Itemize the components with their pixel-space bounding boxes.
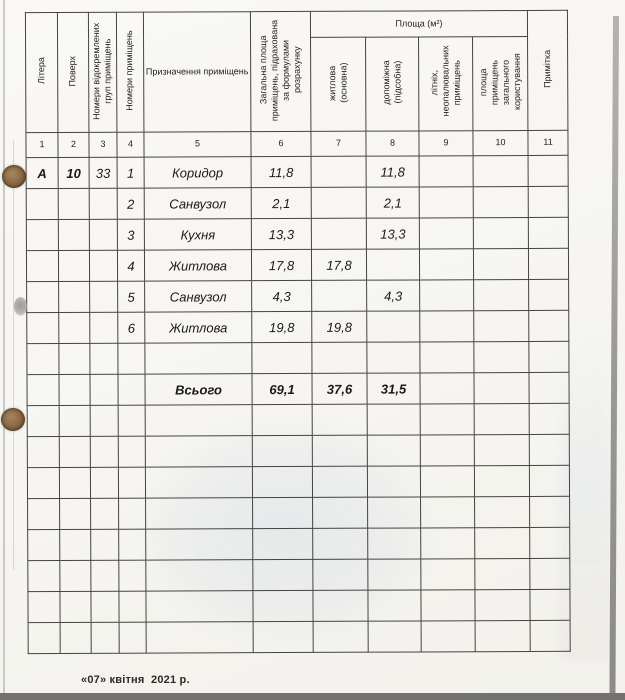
cell [529, 372, 569, 403]
cell [90, 281, 118, 312]
cell [475, 527, 530, 558]
col-number: 10 [473, 130, 528, 155]
cell [475, 558, 530, 589]
header-zagalnogo [473, 36, 528, 130]
cell: 2 [117, 188, 144, 219]
header-zhytlova-label: житлова (основна) [326, 62, 349, 103]
cell [59, 405, 90, 436]
cell: 19,8 [252, 311, 312, 342]
cell: 2,1 [366, 187, 419, 218]
table-body [26, 155, 570, 653]
area-table [25, 10, 571, 654]
cell [27, 313, 59, 344]
cell [118, 374, 145, 405]
page-left-edge [3, 0, 5, 700]
table-row [27, 279, 569, 312]
header-row-numbers [26, 130, 568, 157]
cell [91, 529, 119, 560]
cell [118, 343, 145, 374]
cell [420, 466, 474, 497]
cell [368, 590, 421, 621]
cell [529, 341, 569, 372]
cell [528, 155, 568, 186]
cell [60, 498, 91, 529]
cell [473, 155, 528, 186]
cell [419, 156, 473, 187]
cell: 33 [89, 157, 117, 188]
col-number: 9 [419, 131, 473, 156]
cell [312, 435, 367, 466]
cell [118, 436, 145, 467]
cell [146, 591, 253, 622]
cell [311, 156, 366, 187]
cell [421, 528, 475, 559]
cell [474, 465, 529, 496]
table-row [28, 558, 570, 591]
cell [420, 435, 474, 466]
cell [474, 372, 529, 403]
cell [119, 529, 146, 560]
cell: 1 [117, 157, 144, 188]
cell [119, 560, 146, 591]
cell [28, 499, 60, 530]
cell [421, 621, 475, 652]
cell [59, 343, 90, 374]
cell [59, 312, 90, 343]
cell [60, 560, 91, 591]
cell [91, 591, 119, 622]
cell [530, 589, 570, 620]
cell [475, 589, 530, 620]
cell [145, 467, 252, 498]
cell [27, 468, 59, 499]
cell [90, 436, 118, 467]
header-prymitka [527, 10, 568, 130]
cell [367, 404, 420, 435]
cell: 11,8 [366, 156, 419, 187]
binder-mark-middle [14, 297, 27, 316]
cell [420, 342, 474, 373]
cell [529, 310, 569, 341]
cell [90, 405, 118, 436]
header-dopomizhna [366, 37, 419, 131]
header-room-numbers [116, 12, 144, 132]
cell [27, 375, 59, 406]
cell [473, 248, 528, 279]
header-prymitka-label: Примітка [542, 49, 553, 88]
cell [252, 404, 312, 435]
cell: 3 [117, 219, 144, 250]
cell [145, 436, 252, 467]
col-number: 11 [528, 130, 568, 155]
cell [27, 344, 59, 375]
cell [311, 218, 366, 249]
cell [90, 467, 118, 498]
page-right-edge [609, 16, 619, 700]
table-row [28, 496, 570, 529]
cell [420, 280, 474, 311]
cell: 4,3 [252, 280, 312, 311]
table-row [27, 403, 569, 436]
header-total-area [250, 11, 311, 131]
cell [312, 466, 367, 497]
cell [313, 621, 368, 652]
cell: 19,8 [312, 311, 367, 342]
cell [89, 250, 117, 281]
cell [118, 405, 145, 436]
cell [90, 343, 118, 374]
cell [253, 621, 313, 652]
cell [528, 217, 568, 248]
col-number: 2 [58, 132, 89, 157]
cell [58, 219, 89, 250]
header-litnikh [419, 37, 473, 131]
cell [90, 312, 118, 343]
table-row [27, 341, 569, 374]
header-litera-label: Літера [35, 57, 47, 85]
cell [474, 434, 529, 465]
cell [313, 497, 368, 528]
header-poverh-label: Поверх [67, 55, 78, 87]
cell: 11,8 [251, 156, 311, 187]
page-fold-line [13, 140, 14, 570]
cell [368, 559, 421, 590]
table-row [27, 310, 569, 343]
cell [368, 497, 421, 528]
table-row [28, 589, 570, 622]
cell [312, 404, 367, 435]
cell [367, 311, 420, 342]
cell: Житлова [144, 250, 251, 281]
header-purpose-label: Призначення приміщень [145, 66, 249, 77]
cell [530, 527, 570, 558]
cell [59, 436, 90, 467]
cell [146, 529, 253, 560]
cell [90, 374, 118, 405]
header-total-area-label: Загальна площа приміщень, підрахована за формулами розрахунку [258, 19, 303, 121]
cell [146, 622, 253, 653]
col-number: 3 [89, 132, 117, 157]
cell [421, 590, 475, 621]
cell: Всього [145, 374, 252, 405]
cell [89, 188, 117, 219]
table-row [28, 527, 570, 560]
cell [419, 187, 473, 218]
table-row [27, 465, 569, 498]
cell [312, 342, 367, 373]
table-row [26, 217, 568, 250]
col-number: 1 [26, 133, 58, 158]
table-row [26, 186, 568, 219]
header-row-top [25, 10, 567, 38]
cell: 2,1 [251, 187, 311, 218]
cell [59, 374, 90, 405]
cell: Житлова [145, 312, 252, 343]
cell [26, 220, 58, 251]
cell [27, 437, 59, 468]
table-row [27, 434, 569, 467]
cell [420, 373, 474, 404]
cell [313, 528, 368, 559]
header-area-group: Площа (м²) [310, 10, 527, 37]
cell [91, 498, 119, 529]
cell: 13,3 [251, 218, 311, 249]
binder-hole-bottom [1, 408, 25, 431]
cell [313, 590, 368, 621]
cell [419, 218, 473, 249]
cell [473, 186, 528, 217]
cell [119, 622, 146, 653]
cell [146, 498, 253, 529]
header-poverh [57, 12, 89, 132]
header-zagalnogo-label: площа приміщень загального користування [477, 53, 522, 111]
cell [529, 279, 569, 310]
cell [312, 280, 367, 311]
cell [59, 281, 90, 312]
table-row [26, 155, 568, 188]
cell [26, 251, 58, 282]
cell: 4,3 [367, 280, 420, 311]
cell [146, 560, 253, 591]
cell [420, 404, 474, 435]
cell [60, 591, 91, 622]
cell [118, 467, 145, 498]
cell [368, 621, 421, 652]
cell [145, 405, 252, 436]
cell [59, 467, 90, 498]
cell [420, 311, 474, 342]
cell: 17,8 [251, 249, 311, 280]
cell: 69,1 [252, 373, 312, 404]
cell [28, 623, 60, 654]
cell [91, 622, 119, 653]
cell [253, 559, 313, 590]
cell: 13,3 [366, 218, 419, 249]
cell [28, 530, 60, 561]
cell: 4 [117, 250, 144, 281]
cell [529, 434, 569, 465]
header-group-numbers [88, 12, 117, 132]
col-number: 7 [311, 131, 366, 156]
cell [89, 219, 117, 250]
cell [58, 188, 89, 219]
cell: Коридор [144, 157, 251, 188]
table-row [28, 620, 570, 653]
cell [27, 406, 59, 437]
cell: 5 [118, 281, 145, 312]
cell [313, 559, 368, 590]
cell [367, 466, 420, 497]
cell [475, 620, 530, 651]
cell [119, 591, 146, 622]
page-bottom-edge [0, 693, 625, 700]
header-room-numbers-label: Номери приміщень [124, 30, 135, 111]
cell [421, 559, 475, 590]
cell: А [26, 158, 58, 189]
header-litera [25, 13, 58, 133]
cell: 37,6 [312, 373, 367, 404]
footer-date: «07» квітня 2021 р. [81, 674, 190, 686]
cell [367, 435, 420, 466]
cell: Санвузол [144, 188, 251, 219]
col-number: 5 [144, 132, 251, 157]
cell [474, 403, 529, 434]
cell: 31,5 [367, 373, 420, 404]
cell [145, 343, 252, 374]
binder-hole-top [2, 165, 26, 188]
cell [474, 279, 529, 310]
cell [27, 282, 59, 313]
cell [474, 341, 529, 372]
cell: 6 [118, 312, 145, 343]
table-row [27, 372, 569, 405]
col-number: 6 [251, 131, 311, 156]
cell: 17,8 [311, 249, 366, 280]
cell [530, 558, 570, 589]
cell [368, 528, 421, 559]
cell [253, 590, 313, 621]
cell [91, 560, 119, 591]
header-dopomizhna-label: допоміжна (підсобна) [380, 60, 403, 105]
cell [26, 189, 58, 220]
cell: Санвузол [145, 281, 252, 312]
header-purpose [143, 12, 251, 132]
cell [367, 342, 420, 373]
cell [58, 250, 89, 281]
cell: Кухня [144, 219, 251, 250]
cell [253, 497, 313, 528]
cell [528, 186, 568, 217]
cell [311, 187, 366, 218]
cell [252, 435, 312, 466]
cell [252, 466, 312, 497]
cell [28, 561, 60, 592]
cell [253, 528, 313, 559]
cell [530, 496, 570, 527]
col-number: 4 [117, 132, 144, 157]
header-group-numbers-label: Номери відокремлених груп приміщень [91, 22, 113, 120]
col-number: 8 [366, 131, 419, 156]
cell [421, 497, 475, 528]
cell [528, 248, 568, 279]
header-zhytlova [311, 37, 366, 131]
cell [60, 622, 91, 653]
cell [473, 217, 528, 248]
cell: 10 [58, 157, 89, 188]
cell [366, 249, 419, 280]
cell [252, 342, 312, 373]
table-header [25, 10, 568, 157]
cell [119, 498, 146, 529]
cell [529, 465, 569, 496]
cell [530, 620, 570, 651]
table-row [26, 248, 568, 281]
cell [475, 496, 530, 527]
cell [28, 592, 60, 623]
header-litnikh-label: літніх, неопалювальних приміщень [428, 45, 462, 117]
cell [529, 403, 569, 434]
cell [419, 249, 473, 280]
cell [60, 529, 91, 560]
cell [474, 310, 529, 341]
